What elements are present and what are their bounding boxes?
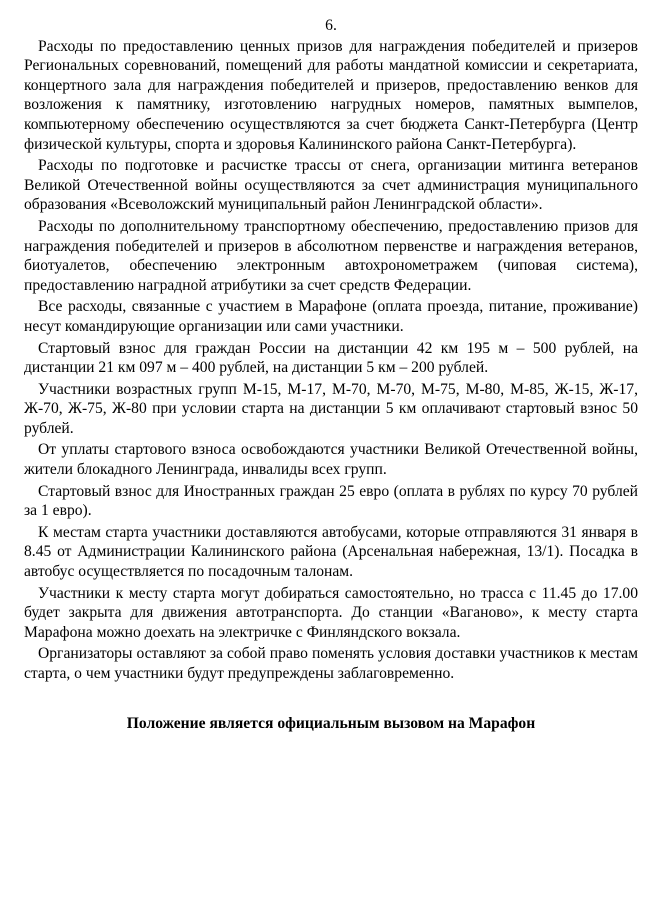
paragraph-self-travel: Участники к месту старта могут добираться самостоятельно, но трасса с 11.45 до 17.00 будет закрыта для движения автотранспорта. До станции «Ваганово», к месту старта Марафона можно доехать на электричке с Финляндского вокзала. — [24, 584, 638, 641]
paragraph-bus-transport: К местам старта участники доставляются автобусами, которые отправляются 31 января в 8.45 от Администрации Калининского района (Арсенальная набережная, 13/1). Посадка в автобус осуществляется по посадочным талонам. — [24, 523, 638, 581]
paragraph-entry-fee-russia: Стартовый взнос для граждан России на дистанции 42 км 195 м – 500 рублей, на дистанции 21 км 097 м – 400 рублей, на дистанции 5 км – 200 рублей. — [24, 339, 638, 377]
paragraph-additional-expenses: Расходы по дополнительному транспортному обеспечению, предоставлению призов для награждения победителей и призеров в абсолютном первенстве и награждения ветеранов, биотуалетов, обеспечению электронным автохронометражем (чиповая система), предоставлению наградной атрибутики за счет средств Федерации. — [24, 217, 638, 294]
paragraph-track-preparation: Расходы по подготовке и расчистке трассы от снега, организации митинга ветеранов Великой Отечественной войны осуществляются за счет администрация муниципального образования «Всеволожский муниципальный район Ленинградской области». — [24, 157, 638, 214]
page-number: 6. — [325, 17, 337, 34]
paragraph-participant-expenses: Все расходы, связанные с участием в Марафоне (оплата проезда, питание, проживание) несут командирующие организации или сами участники. — [24, 298, 638, 335]
paragraph-prize-expenses: Расходы по предоставлению ценных призов для награждения победителей и призеров Региональных соревнований, помещений для работы мандатной комиссии и секретариата, концертного зала для награждения победителей и призеров, предоставлению венков для возложения к памятнику, изготовлению нагрудных номеров, памятных вымпелов, компьютерному обеспечению осуществляются за счет бюджета Санкт-Петербурга (Центр физической культуры, спорта и здоровья Калининского района Санкт-Петербурга). — [24, 37, 638, 153]
paragraph-foreign-fee: Стартовый взнос для Иностранных граждан 25 евро (оплата в рублях по курсу 70 рублей за 1 евро). — [24, 482, 638, 520]
paragraph-age-groups-fee: Участники возрастных групп М-15, М-17, М-70, М-70, М-75, М-80, М-85, Ж-15, Ж-17, Ж-70, Ж-75, Ж-80 при условии старта на дистанции 5 км оплачивают стартовый взнос 50 рублей. — [24, 380, 638, 437]
official-invitation-statement: Положение является официальным вызовом на Марафон — [126, 714, 536, 732]
paragraph-organizers-rights: Организаторы оставляют за собой право поменять условия доставки участников к местам старта, о чем участники будут предупреждены заблаговременно. — [24, 645, 638, 682]
paragraph-fee-exemption: От уплаты стартового взноса освобождаются участники Великой Отечественной войны, жители блокадного Ленинграда, инвалиды всех групп. — [24, 441, 638, 479]
